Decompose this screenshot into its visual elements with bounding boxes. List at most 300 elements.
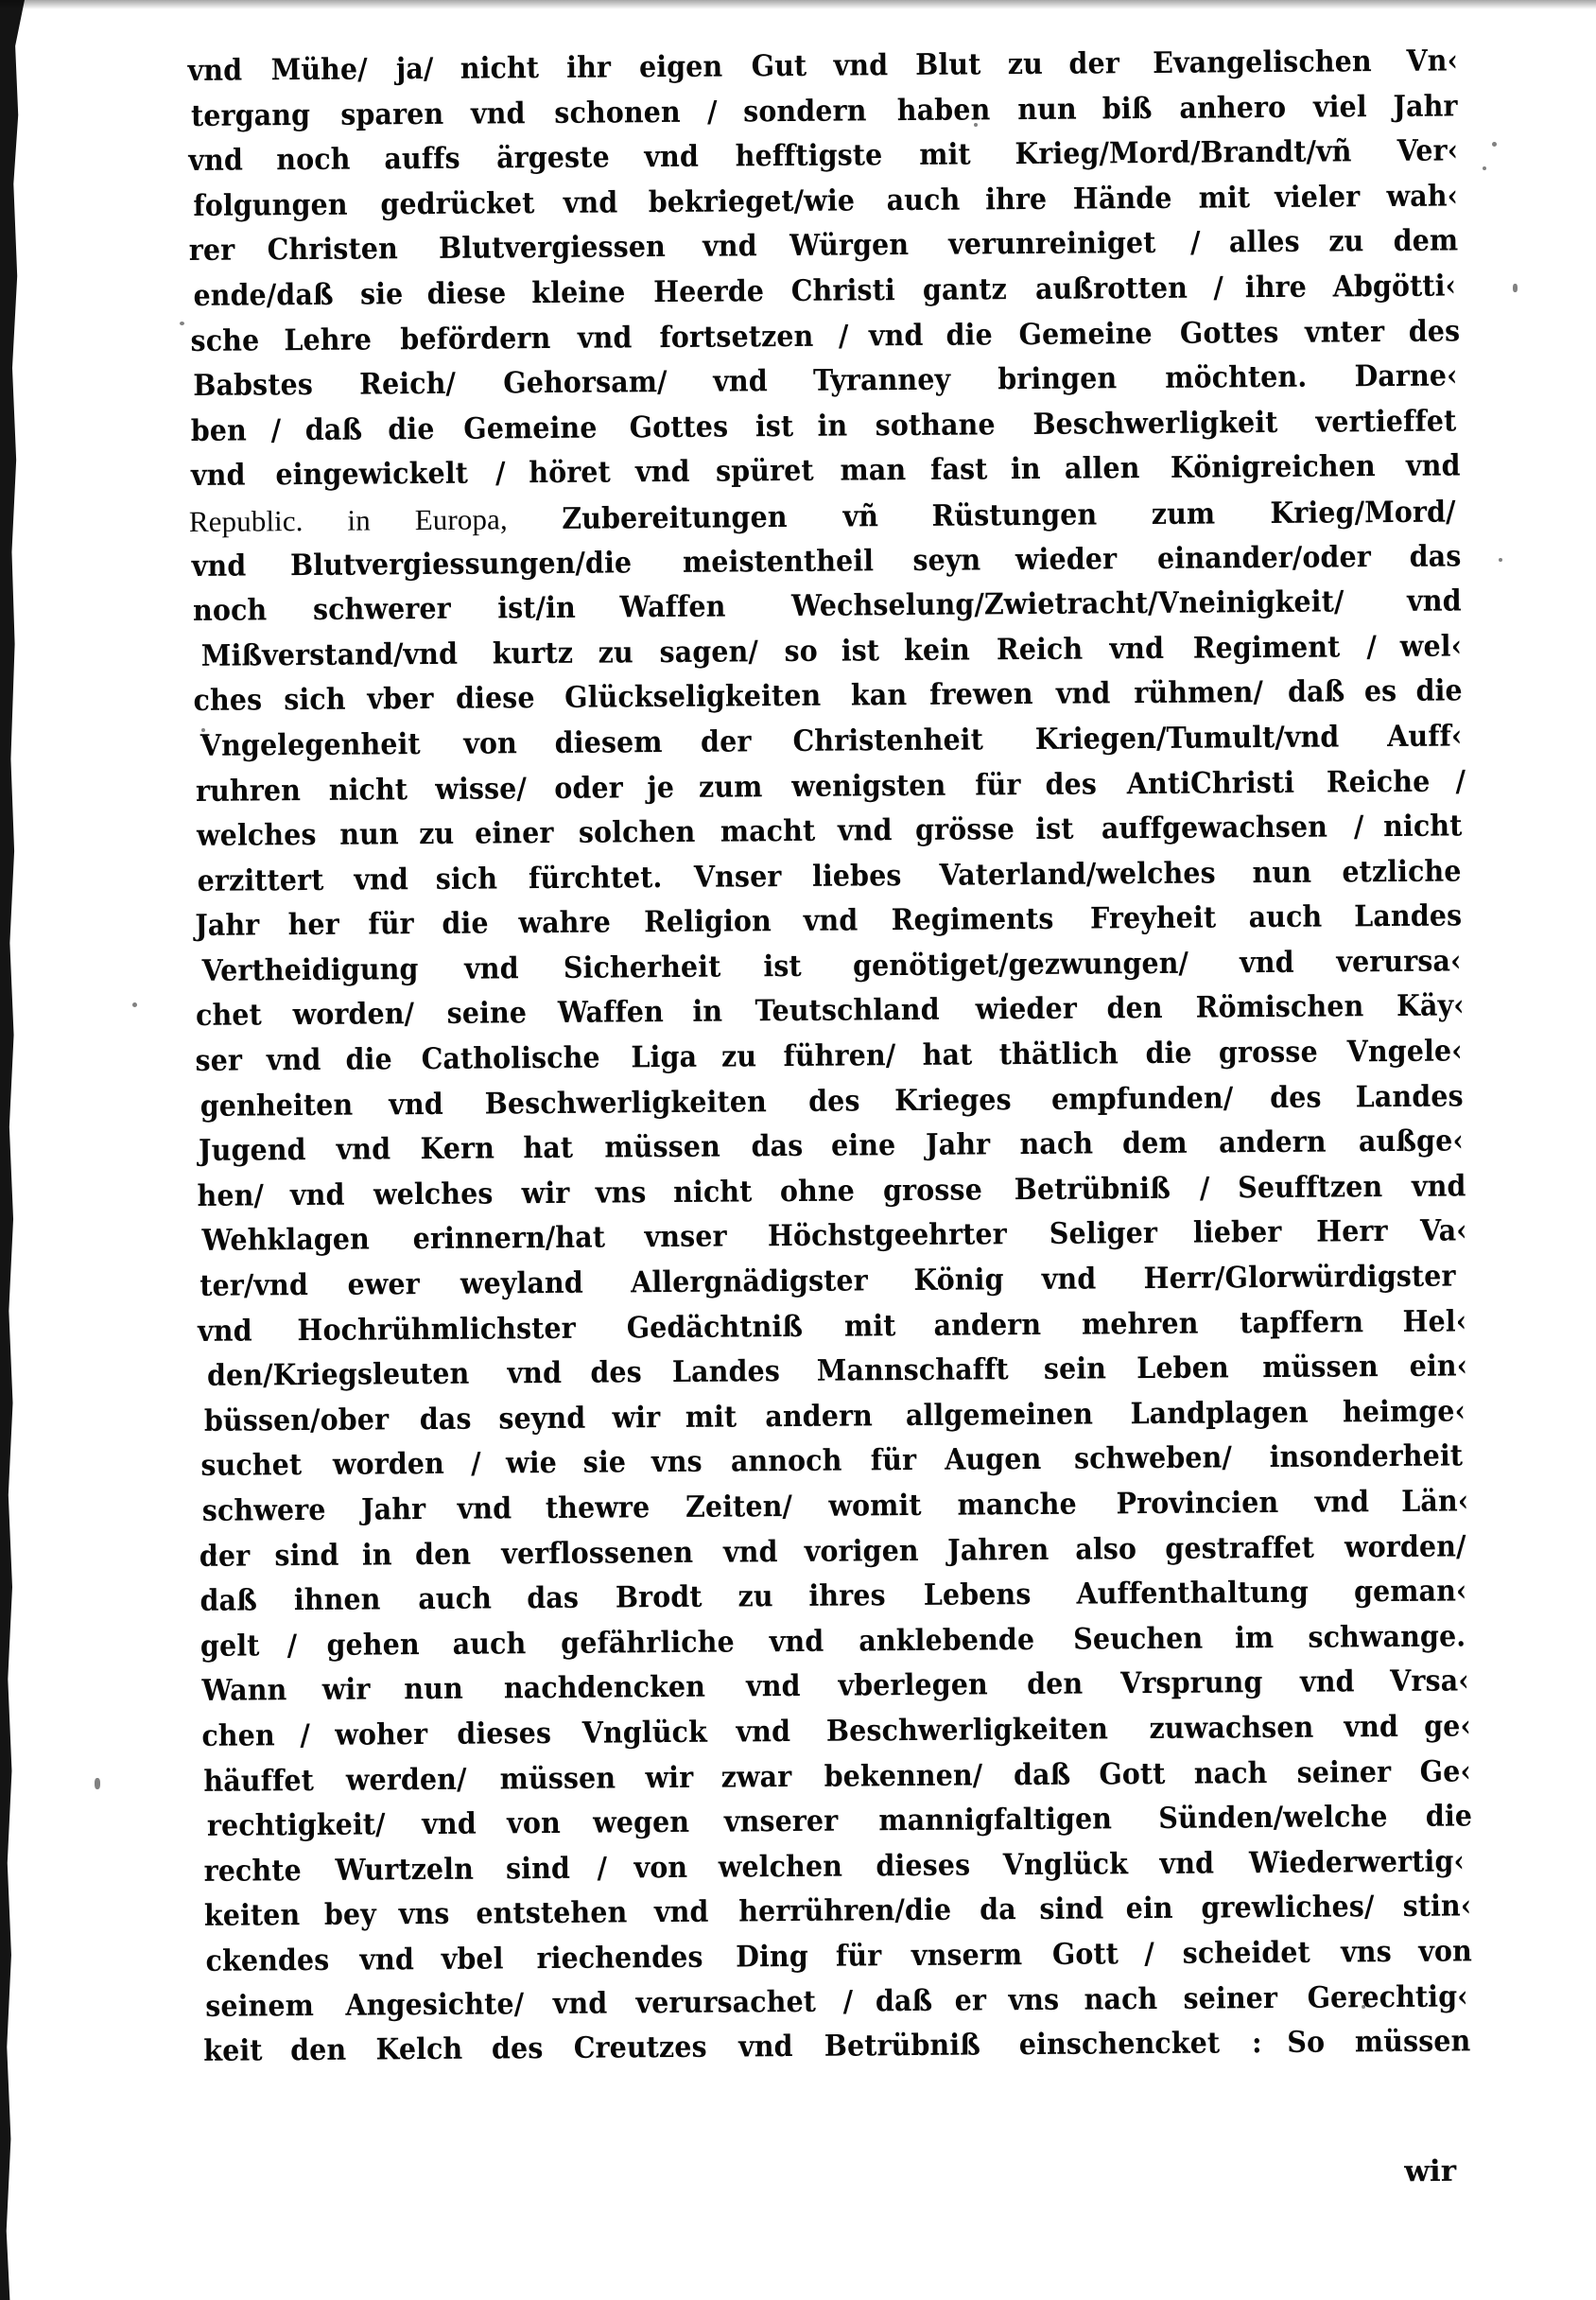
text-word: vns xyxy=(595,1176,647,1211)
text-word: chet xyxy=(195,998,262,1034)
text-word: Regiments xyxy=(891,902,1054,938)
text-word: AntiChristi xyxy=(1126,765,1295,801)
text-word: bringen xyxy=(998,361,1118,397)
text-word: ches xyxy=(193,683,263,719)
text-word: ärgeste xyxy=(495,140,610,176)
text-word: möchten. xyxy=(1165,359,1308,396)
text-word: vnserm xyxy=(911,1938,1023,1973)
text-word: in xyxy=(817,409,848,444)
text-word: das xyxy=(751,1129,804,1164)
text-word: / xyxy=(1144,1936,1155,1972)
text-word: vnd xyxy=(1344,1709,1399,1745)
text-word: nicht xyxy=(460,51,540,86)
text-word: Gemeine xyxy=(1018,316,1153,352)
text-word: erzittert xyxy=(197,862,324,898)
text-word: ein xyxy=(1125,1891,1174,1926)
text-word: haben xyxy=(896,92,991,128)
text-word: seinem xyxy=(205,1988,315,2024)
text-word: anklebende xyxy=(859,1622,1035,1659)
text-word: Herr xyxy=(1315,1214,1388,1250)
text-word: Blut xyxy=(914,47,981,82)
text-word: dieses xyxy=(457,1716,552,1751)
text-word: vnd xyxy=(713,364,769,399)
text-word: er xyxy=(954,1982,987,2018)
text-word: Reich/ xyxy=(358,366,456,402)
text-word: / xyxy=(597,1851,608,1886)
text-word: vnd xyxy=(1314,1485,1369,1520)
text-word: mehren xyxy=(1082,1306,1199,1342)
text-word: vnd xyxy=(1300,1664,1356,1700)
text-word: müssen xyxy=(603,1129,720,1165)
text-word: / xyxy=(270,412,282,448)
text-word: solchen xyxy=(578,814,696,850)
text-word: Krieg/Mord/Brandt/vñ xyxy=(1015,134,1353,172)
text-word: da xyxy=(980,1892,1017,1927)
text-word: Evangelischen xyxy=(1153,44,1373,80)
text-word: der xyxy=(700,724,752,759)
text-word: vnd xyxy=(703,229,757,265)
text-word: scheidet xyxy=(1183,1935,1311,1971)
text-word: diesem xyxy=(554,724,663,760)
text-word: Reiche xyxy=(1326,764,1431,800)
text-word: vnd xyxy=(336,1132,391,1168)
text-word: häuffet xyxy=(203,1763,315,1799)
text-word: diese xyxy=(455,681,535,717)
text-word: gelt xyxy=(200,1629,260,1664)
text-word: Mannschafft xyxy=(816,1352,1010,1389)
text-word: nach xyxy=(1084,1981,1158,2017)
text-word: Vngele‹ xyxy=(1346,1034,1464,1070)
text-word: Blutvergiessen xyxy=(438,230,666,267)
text-word: thewre xyxy=(545,1490,651,1526)
text-word: So xyxy=(1287,2025,1326,2061)
text-word: daß xyxy=(1287,674,1345,710)
text-word: bekrieget/wie xyxy=(648,183,856,219)
text-word: befördern xyxy=(400,321,551,357)
text-word: her xyxy=(287,908,340,943)
text-word: Vnser xyxy=(694,859,782,895)
text-word: ruhren xyxy=(195,773,302,809)
text-word: vñ xyxy=(842,499,878,534)
text-word: zu xyxy=(419,816,455,852)
text-word: Augen xyxy=(944,1442,1042,1478)
text-word: Jahr xyxy=(925,1127,990,1163)
text-word: Län‹ xyxy=(1400,1484,1469,1519)
text-word: vnd xyxy=(354,862,409,897)
text-word: vns xyxy=(398,1897,450,1932)
text-word: Europa, xyxy=(414,502,508,537)
text-word: gefährliche xyxy=(561,1625,736,1661)
text-word: Creutzes xyxy=(573,2030,707,2065)
text-word: die xyxy=(1415,673,1464,709)
text-word: ihre xyxy=(984,182,1048,218)
text-word: grösse xyxy=(914,812,1015,848)
text-word: Jahr xyxy=(360,1492,425,1527)
text-word: vns xyxy=(651,1445,703,1480)
text-word: folgungen xyxy=(193,187,348,223)
text-word: Zeiten/ xyxy=(685,1490,793,1525)
text-word: ckendes xyxy=(205,1943,330,1978)
text-word: die xyxy=(1425,1799,1472,1834)
text-word: auffs xyxy=(384,141,461,177)
text-word: gantz xyxy=(922,272,1007,307)
text-word: erinnern/hat xyxy=(412,1220,605,1257)
text-word: Gemeine xyxy=(463,410,598,446)
text-word: den/Kriegsleuten xyxy=(206,1356,470,1394)
text-word: frewen xyxy=(929,677,1033,713)
text-word: der xyxy=(1068,46,1119,81)
text-word: Landplagen xyxy=(1130,1395,1309,1432)
text-word: vbel xyxy=(442,1942,505,1977)
text-word: Republic. xyxy=(188,503,304,538)
text-word: vnd xyxy=(389,1087,444,1122)
text-word: Va‹ xyxy=(1419,1213,1467,1249)
text-word: rechtigkeit/ xyxy=(206,1807,386,1844)
text-word: Freyheit xyxy=(1089,900,1217,936)
text-word: andern xyxy=(764,1399,873,1435)
text-word: vnd xyxy=(722,1534,778,1570)
text-word: vnd xyxy=(745,1669,801,1704)
text-word: werden/ xyxy=(346,1762,468,1798)
scan-speck xyxy=(1513,284,1518,292)
text-word: sothane xyxy=(875,408,997,444)
text-word: vberlegen xyxy=(838,1667,989,1704)
text-word: / xyxy=(1189,225,1201,261)
text-word: Liga xyxy=(631,1039,698,1075)
text-word: vnd xyxy=(359,1943,415,1978)
text-word: des xyxy=(1408,313,1461,349)
text-word: fortsetzen xyxy=(659,319,814,355)
text-word: Hände xyxy=(1072,181,1172,217)
text-word: Ge‹ xyxy=(1419,1753,1472,1789)
text-word: hen/ xyxy=(197,1178,265,1213)
text-word: sie xyxy=(359,277,404,312)
text-word: ist xyxy=(841,633,879,669)
text-word: Krieg/Mord/ xyxy=(1269,495,1456,531)
scan-speck xyxy=(180,322,184,325)
text-word: zuwachsen xyxy=(1148,1710,1314,1747)
text-word: nun xyxy=(1016,92,1077,127)
text-word: sparen xyxy=(340,96,444,132)
text-word: wieder xyxy=(1015,541,1117,577)
text-word: Jahr xyxy=(1393,89,1458,124)
text-word: vieler xyxy=(1275,180,1361,215)
text-word: Sicherheit xyxy=(563,950,721,985)
text-word: die xyxy=(442,906,489,942)
text-word: keiten xyxy=(203,1898,301,1934)
text-word: man xyxy=(840,453,907,488)
text-word: Lebens xyxy=(924,1577,1032,1613)
text-word: Hel‹ xyxy=(1402,1304,1467,1339)
text-word: Kelch xyxy=(375,2031,463,2067)
text-word: einschencket xyxy=(1018,2026,1221,2063)
text-word: Religion xyxy=(643,904,772,940)
text-word: vnserer xyxy=(723,1803,839,1839)
text-word: eine xyxy=(831,1128,896,1163)
text-word: Betrübniß xyxy=(1015,1171,1171,1207)
text-word: mit xyxy=(685,1400,737,1435)
text-word: Rüstungen xyxy=(930,497,1097,533)
text-word: Heerde xyxy=(652,274,764,310)
text-word: auch xyxy=(886,183,961,218)
text-word: kan xyxy=(850,678,908,713)
text-word: grosse xyxy=(1218,1035,1319,1071)
text-word: Hochrühmlichster xyxy=(297,1311,577,1348)
text-word: müssen xyxy=(499,1761,616,1797)
text-word: die xyxy=(945,317,994,353)
text-word: grosse xyxy=(882,1173,983,1209)
text-word: Landes xyxy=(1355,1079,1464,1114)
text-word: Wechselung/Zwietracht/Vneinigkeit/ xyxy=(791,584,1344,624)
text-word: Gerechtig‹ xyxy=(1307,1978,1468,2015)
text-word: ist xyxy=(763,949,803,984)
text-word: wel‹ xyxy=(1399,629,1463,664)
text-word: verursachet xyxy=(635,1984,817,2020)
text-word: nicht xyxy=(672,1175,753,1210)
text-word: dieses xyxy=(876,1848,971,1884)
text-word: nachdencken xyxy=(503,1670,706,1706)
text-word: worden xyxy=(332,1447,445,1483)
text-word: daß xyxy=(304,412,363,447)
text-word: tergang xyxy=(190,97,311,133)
text-word: riechendes xyxy=(536,1940,703,1977)
text-word: führen/ xyxy=(782,1038,895,1074)
text-word: es xyxy=(1363,674,1397,709)
text-word: daß xyxy=(1014,1757,1071,1792)
text-word: vnd xyxy=(1412,1169,1467,1204)
text-word: mit xyxy=(843,1308,896,1344)
text-word: Jahren xyxy=(946,1532,1050,1568)
text-word: vnd xyxy=(869,318,925,353)
text-word: Seuchen xyxy=(1072,1621,1204,1657)
text-word: Brodt xyxy=(615,1579,703,1615)
text-word: Gut xyxy=(751,48,807,84)
text-word: Betrübniß xyxy=(824,2028,981,2064)
text-word: dem xyxy=(1393,223,1459,259)
text-word: vertieffet xyxy=(1315,404,1457,440)
text-word: / xyxy=(471,1446,482,1482)
text-word: Würgen xyxy=(789,228,910,264)
text-word: Ver‹ xyxy=(1396,133,1459,169)
text-word: sie xyxy=(582,1445,626,1481)
text-word: mannigfaltigen xyxy=(878,1802,1113,1838)
text-word: vnd xyxy=(187,53,243,88)
catchword-text: wir xyxy=(1404,2153,1457,2189)
text-word: sagen/ xyxy=(659,634,759,670)
text-word: Gottes xyxy=(1180,315,1280,351)
text-word: vnd xyxy=(266,1042,321,1078)
text-word: welchen xyxy=(718,1849,843,1885)
text-word: etzliche xyxy=(1342,854,1462,890)
text-word: kleine xyxy=(531,275,626,311)
text-word: / xyxy=(286,1628,298,1663)
text-word: von xyxy=(463,726,517,761)
text-word: / xyxy=(1366,629,1378,664)
text-word: hat xyxy=(922,1037,973,1072)
text-word: höret xyxy=(529,455,612,491)
text-word: schwere xyxy=(201,1492,326,1528)
text-word: gedrücket xyxy=(380,185,535,222)
text-word: Römischen xyxy=(1195,989,1364,1026)
text-word: Seliger xyxy=(1049,1216,1158,1252)
text-word: fürchtet. xyxy=(528,860,663,896)
text-word: des xyxy=(589,1355,642,1390)
text-word: den xyxy=(1106,991,1163,1026)
text-word: so xyxy=(784,634,818,669)
text-word: vnd xyxy=(838,813,893,848)
text-word: vnd xyxy=(635,455,691,490)
text-word: wah‹ xyxy=(1386,179,1459,214)
text-word: allgemeinen xyxy=(906,1397,1094,1433)
text-word: von xyxy=(1418,1934,1473,1969)
text-word: mit xyxy=(918,137,971,173)
text-word: zu xyxy=(1007,46,1043,82)
text-word: also xyxy=(1074,1531,1136,1567)
text-word: geman‹ xyxy=(1353,1574,1467,1610)
text-word: Kern xyxy=(420,1131,495,1167)
text-word: vns xyxy=(1008,1982,1060,2017)
text-word: das xyxy=(420,1402,473,1437)
text-word: im xyxy=(1235,1620,1275,1656)
text-word: müssen xyxy=(1354,2024,1471,2060)
text-word: nun xyxy=(339,817,400,852)
text-word: in xyxy=(361,1537,392,1573)
text-word: vnd xyxy=(188,143,244,179)
text-word: wir xyxy=(521,1176,570,1211)
text-word: Christenheit xyxy=(792,723,983,758)
text-word: seiner xyxy=(1296,1754,1392,1790)
text-word: Krieges xyxy=(893,1082,1012,1118)
text-word: nach xyxy=(1193,1755,1268,1791)
text-word: zum xyxy=(698,769,763,805)
text-word: Gott xyxy=(1099,1756,1166,1792)
text-word: Lehre xyxy=(284,322,373,357)
text-word: ist/in xyxy=(496,590,576,626)
text-word: insonderheit xyxy=(1269,1438,1463,1475)
text-word: Mühe/ xyxy=(270,52,368,88)
text-word: ge‹ xyxy=(1423,1709,1471,1744)
text-word: büssen/ober xyxy=(203,1403,390,1438)
text-word: vnd xyxy=(1055,676,1111,712)
text-word: vnd xyxy=(644,139,700,175)
text-word: hat xyxy=(523,1131,574,1166)
text-word: Vaterland/welches xyxy=(939,856,1216,893)
text-word: vnd xyxy=(577,320,633,356)
text-word: Christen xyxy=(267,232,399,268)
text-word: ist xyxy=(1035,811,1075,847)
text-word: liebes xyxy=(811,858,902,894)
text-word: seyn xyxy=(911,542,981,578)
text-word: vorigen xyxy=(804,1533,919,1569)
text-word: eingewickelt xyxy=(275,457,468,493)
text-word: heimge‹ xyxy=(1342,1394,1466,1430)
text-word: für xyxy=(368,907,414,942)
text-word: welches xyxy=(196,818,317,854)
text-word: ohne xyxy=(779,1174,855,1209)
text-word: ihres xyxy=(808,1578,886,1614)
text-word: / xyxy=(1199,1171,1210,1206)
text-word: vnd xyxy=(471,96,527,131)
text-word: des xyxy=(807,1084,860,1119)
text-word: schwange. xyxy=(1307,1619,1466,1655)
text-word: zu xyxy=(737,1579,773,1614)
text-word: vnd xyxy=(190,458,246,494)
scan-speck xyxy=(132,1002,137,1007)
body-text-block xyxy=(185,39,1476,2074)
scan-speck xyxy=(1492,142,1497,147)
text-word: die xyxy=(345,1042,392,1077)
text-word: vnd xyxy=(1109,631,1164,667)
text-word: vnd xyxy=(1240,945,1294,981)
text-word: vnd xyxy=(563,185,618,220)
text-word: Babstes xyxy=(193,368,314,404)
text-word: vnd xyxy=(507,1356,562,1391)
text-word: die xyxy=(388,411,435,447)
text-word: vns xyxy=(1341,1934,1393,1970)
text-word: ihnen xyxy=(293,1582,381,1618)
text-word: außge‹ xyxy=(1359,1124,1465,1159)
text-word: vnd xyxy=(737,2030,793,2065)
text-word: kein xyxy=(903,633,970,668)
text-word: Allergnädigster xyxy=(630,1263,868,1300)
text-word: Käy‹ xyxy=(1396,988,1465,1024)
text-word: vnd xyxy=(457,1491,512,1526)
text-word: außrotten xyxy=(1034,270,1188,306)
text-word: Wann xyxy=(201,1673,287,1709)
text-word: den xyxy=(1026,1666,1084,1702)
text-word: gestraffet xyxy=(1164,1530,1314,1566)
text-word: Höchstgeehrter xyxy=(768,1217,1008,1254)
text-word: in xyxy=(1010,452,1041,487)
text-word: Wurtzeln xyxy=(335,1852,475,1888)
text-word: mit xyxy=(1198,180,1250,216)
text-word: sich xyxy=(435,862,498,897)
text-word: auch xyxy=(451,1627,526,1662)
text-word: worden/ xyxy=(292,997,415,1033)
text-word: allen xyxy=(1064,451,1140,487)
text-word: ende/daß xyxy=(193,277,334,313)
text-word: viel xyxy=(1313,89,1368,125)
text-word: seine xyxy=(446,996,527,1032)
text-word: nicht xyxy=(328,772,408,808)
text-word: verflossenen xyxy=(500,1535,693,1572)
text-word: Auffenthaltung xyxy=(1076,1575,1310,1612)
text-word: zu xyxy=(1328,224,1364,259)
text-line xyxy=(200,2019,1475,2074)
text-word: hefftigste xyxy=(735,138,883,174)
text-word: sche xyxy=(190,322,260,358)
text-word: keit xyxy=(203,2033,263,2069)
text-word: je xyxy=(647,770,675,805)
scan-speck xyxy=(1499,558,1502,562)
text-word: herrühren/die xyxy=(738,1893,952,1929)
text-word: nun xyxy=(1252,855,1312,890)
text-word: vnd xyxy=(654,1895,710,1930)
text-word: ser xyxy=(195,1043,243,1079)
text-word: genötiget/gezwungen/ xyxy=(852,946,1188,984)
text-word: anhero xyxy=(1179,90,1287,126)
scan-edge-left xyxy=(0,0,25,2300)
text-word: wieder xyxy=(975,992,1077,1027)
text-word: die xyxy=(1145,1036,1193,1072)
text-word: wisse/ xyxy=(435,771,528,807)
text-word: vnd xyxy=(1407,584,1463,619)
text-word: Waffen xyxy=(619,589,727,625)
text-word: / xyxy=(838,319,849,354)
text-word: sein xyxy=(1043,1351,1107,1387)
text-word: vnd xyxy=(289,1177,345,1213)
text-word: Vnglück xyxy=(581,1715,708,1751)
